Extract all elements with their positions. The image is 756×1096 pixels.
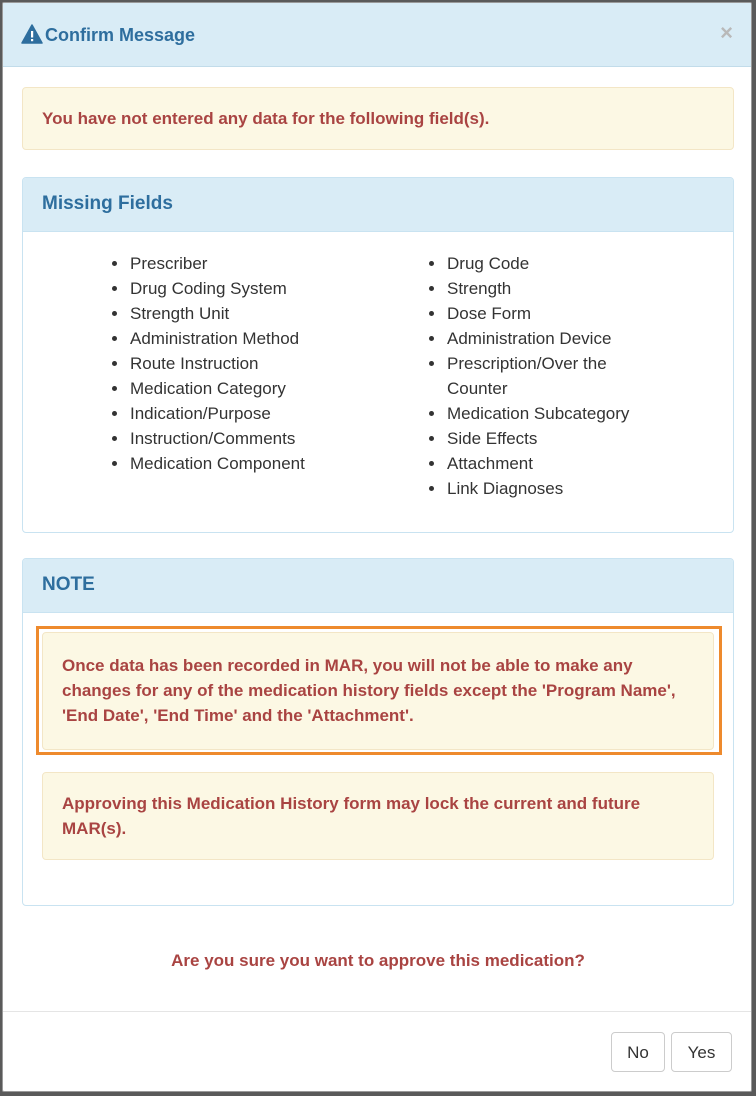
missing-data-alert: You have not entered any data for the following field(s). [22,87,734,150]
list-item: Instruction/Comments [112,426,382,451]
approval-lock-note: Approving this Medication History form may lock the current and future MAR(s). [42,772,714,860]
list-item: Strength [429,276,659,301]
close-icon[interactable]: × [720,20,733,45]
list-item: Dose Form [429,301,659,326]
list-item: Administration Method [112,326,382,351]
missing-fields-panel [22,177,734,533]
list-item: Prescription/Over the Counter [429,351,659,401]
missing-fields-right-column [429,251,659,501]
list-item: Link Diagnoses [429,476,659,501]
list-item: Indication/Purpose [112,401,382,426]
list-item: Prescriber [112,251,382,276]
confirm-dialog [2,2,752,1092]
list-item: Administration Device [429,326,659,351]
list-item: Drug Coding System [112,276,382,301]
list-item: Side Effects [429,426,659,451]
warning-icon [21,24,43,44]
dialog-header [3,3,751,67]
no-button[interactable]: No [611,1032,665,1072]
yes-button[interactable]: Yes [671,1032,732,1072]
list-item: Medication Subcategory [429,401,659,426]
missing-fields-left-column [112,251,382,476]
list-item: Medication Category [112,376,382,401]
dialog-title: Confirm Message [45,25,196,45]
note-panel [22,558,734,906]
list-item: Route Instruction [112,351,382,376]
list-item: Attachment [429,451,659,476]
dialog-footer [3,1011,752,1092]
note-heading: NOTE [23,559,733,613]
missing-fields-heading: Missing Fields [23,178,733,232]
mar-lock-note: Once data has been recorded in MAR, you will not be able to make any changes for any of the medication history fields except the 'Program Name', 'End Date', 'End Time' and the 'Attachment'. [42,632,714,750]
list-item: Drug Code [429,251,659,276]
confirmation-question: Are you sure you want to approve this medication? [171,951,585,970]
list-item: Strength Unit [112,301,382,326]
list-item: Medication Component [112,451,382,476]
